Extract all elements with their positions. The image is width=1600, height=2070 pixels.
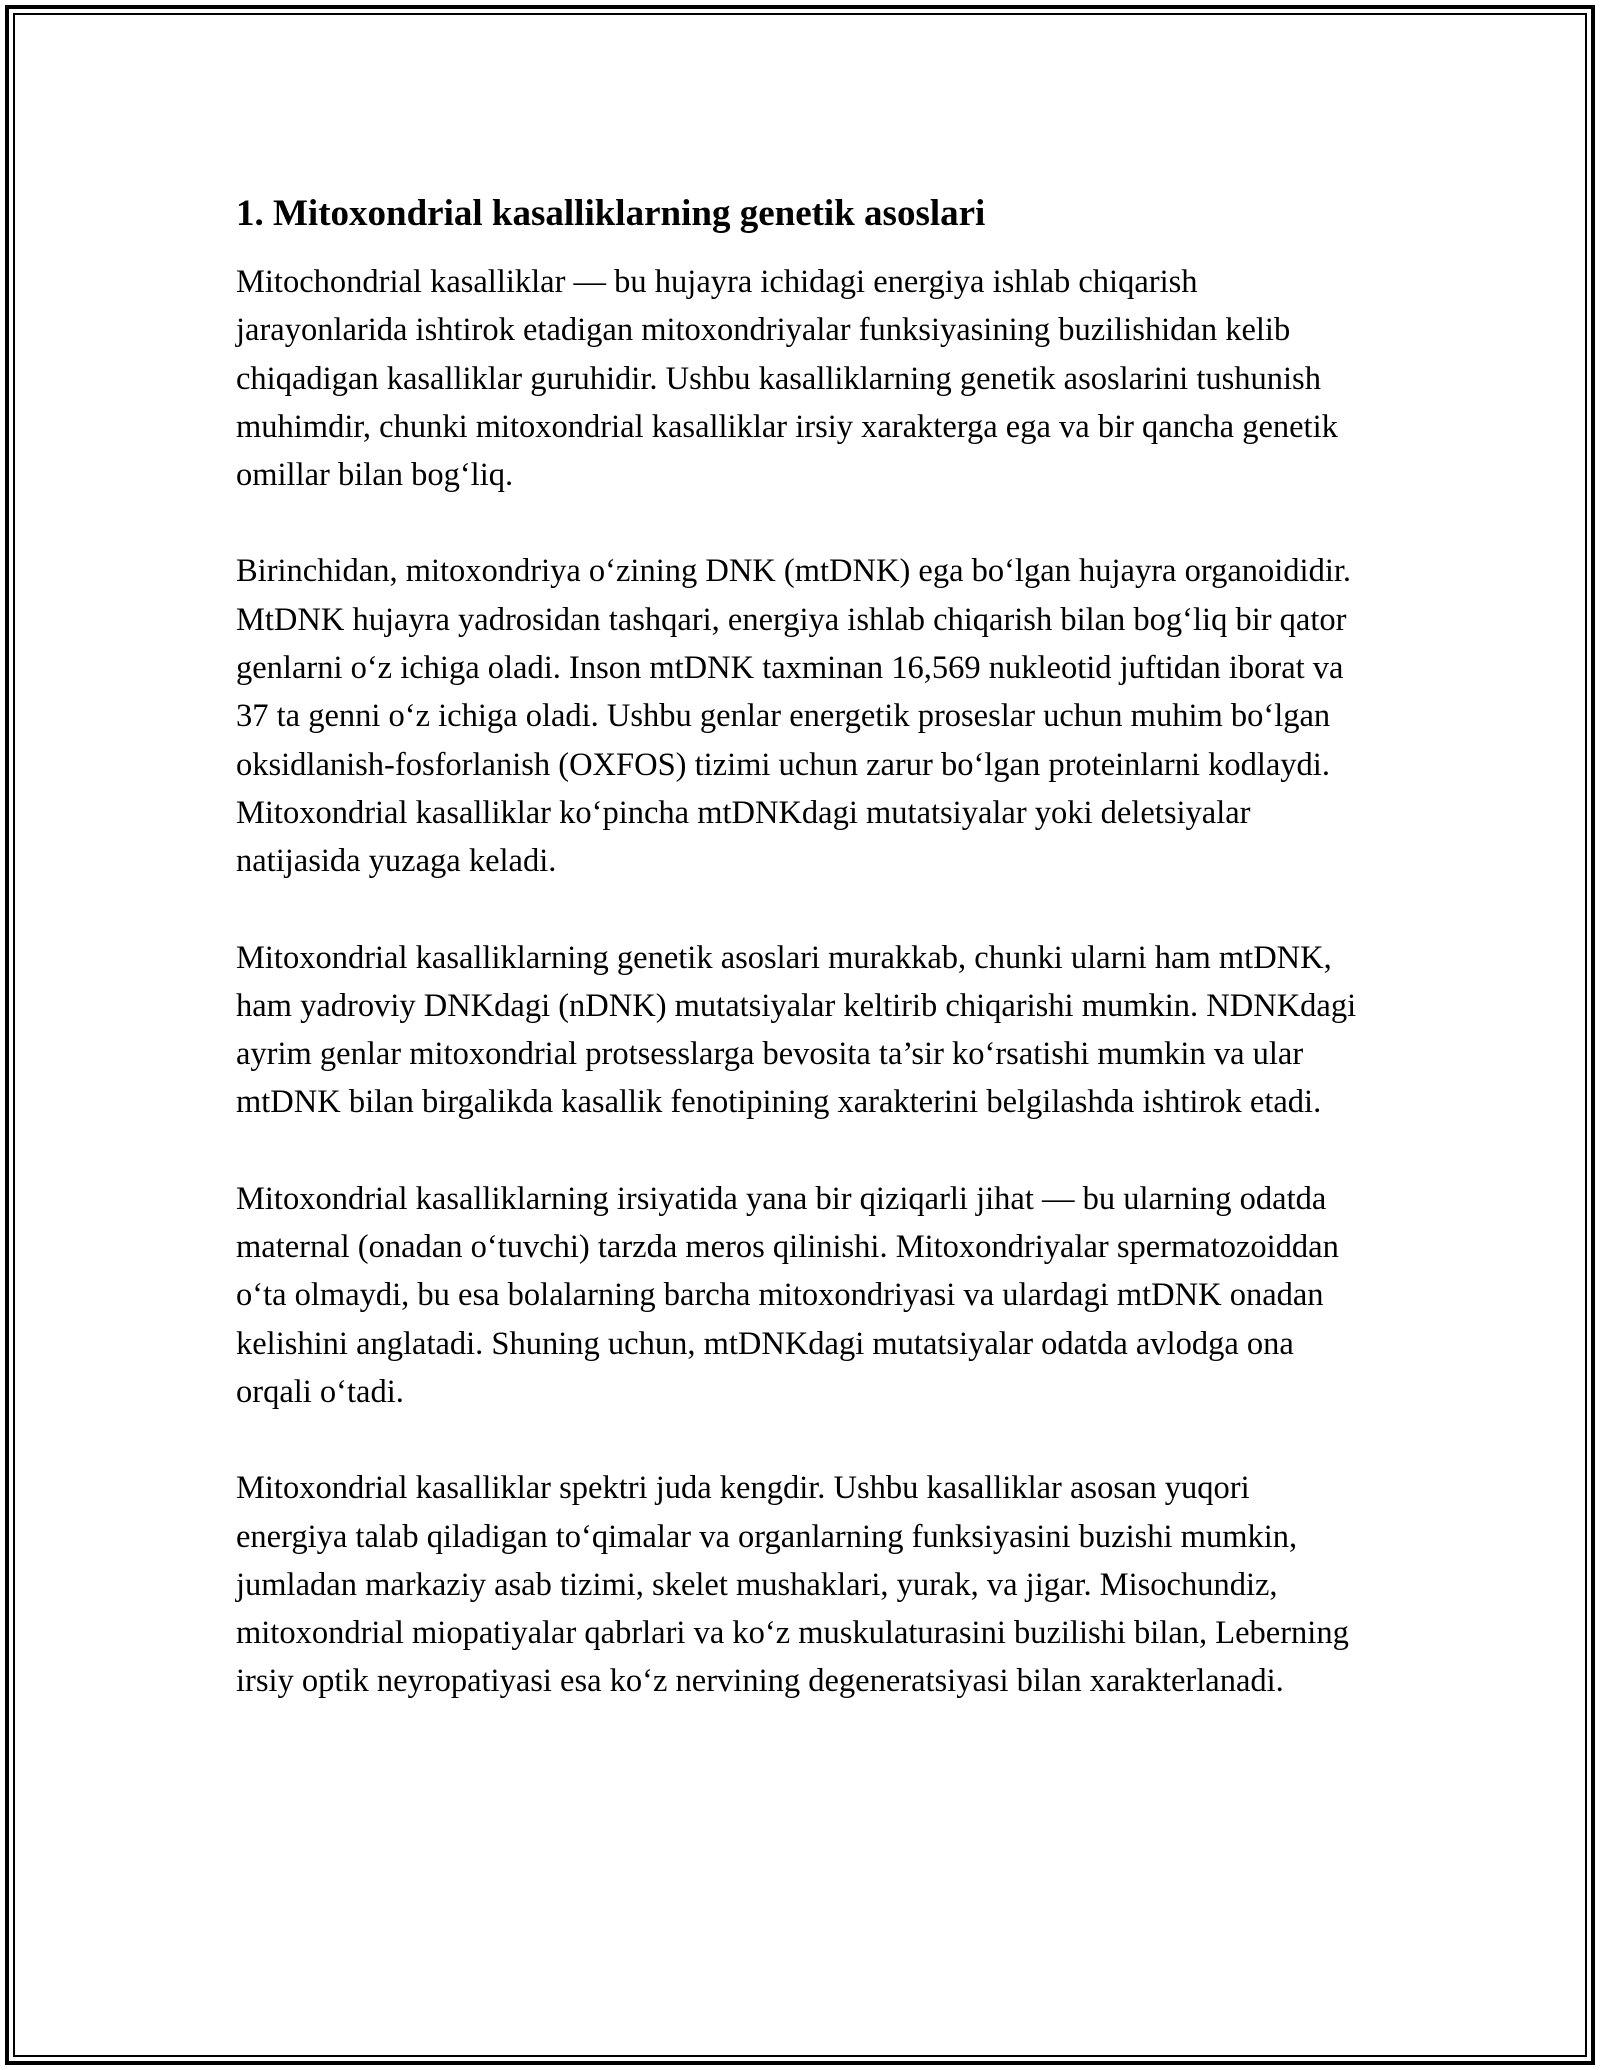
paragraph-5: Mitoxondrial kasalliklar spektri juda kengdir. Ushbu kasalliklar asosan yuqori energiya talab qiladigan to‘qimalar va organlarning funksiyasini buzishi mumkin, jumladan markaziy asab tizimi, skelet mushaklari, yurak, va jigar. Misochundiz, mitoxondrial miopatiyalar qabrlari va ko‘z muskulaturasini buzilishi bilan, Leberning irsiy optik neyropatiyasi esa ko‘z nervining degeneratsiyasi bilan xarakterlanadi. bbox=[236, 1470, 1349, 1700]
paragraph-2: Birinchidan, mitoxondriya o‘zining DNK (mtDNK) ega bo‘lgan hujayra organoididir. MtDNK hujayra yadrosidan tashqari, energiya ishlab chiqarish bilan bog‘liq bir qator genlarni o‘z ichiga oladi. Inson mtDNK taxminan 16,569 nukleotid juftidan iborat va 37 ta genni o‘z ichiga oladi. Ushbu genlar energetik proseslar uchun muhim bo‘lgan oksidlanish-fosforlanish (OXFOS) tizimi uchun zarur bo‘lgan proteinlarni kodlaydi. Mitoxondrial kasalliklar ko‘pincha mtDNKdagi mutatsiyalar yoki deletsiyalar natijasida yuzaga keladi. bbox=[236, 553, 1351, 880]
section-heading: 1. Mitoxondrial kasalliklarning genetik asoslari bbox=[236, 193, 986, 234]
paragraph-3: Mitoxondrial kasalliklarning genetik asoslari murakkab, chunki ularni ham mtDNK, ham yadroviy DNKdagi (nDNK) mutatsiyalar keltirib chiqarishi mumkin. NDNKdagi ayrim genlar mitoxondrial protsesslarga bevosita ta’sir ko‘rsatishi mumkin va ular mtDNK bilan birgalikda kasallik fenotipining xarakterini belgilashda ishtirok etadi. bbox=[236, 939, 1357, 1121]
paragraph-4: Mitoxondrial kasalliklarning irsiyatida yana bir qiziqarli jihat — bu ularning odatda maternal (onadan o‘tuvchi) tarzda meros qilinishi. Mitoxondriyalar spermatozoiddan o‘ta olmaydi, bu esa bolalarning barcha mitoxondriyasi va ulardagi mtDNK onadan kelishini anglatadi. Shuning uchun, mtDNKdagi mutatsiyalar odatda avlodga ona orqali o‘tadi. bbox=[236, 1180, 1339, 1410]
document-body bbox=[236, 186, 1366, 1706]
paragraph-1: Mitochondrial kasalliklar — bu hujayra ichidagi energiya ishlab chiqarish jarayonlarida ishtirok etadigan mitoxondriyalar funksiyasining buzilishidan kelib chiqadigan kasalliklar guruhidir. Ushbu kasalliklarning genetik asoslarini tushunish muhimdir, chunki mitoxondrial kasalliklar irsiy xarakterga ega va bir qancha genetik omillar bilan bog‘liq. bbox=[236, 264, 1338, 494]
